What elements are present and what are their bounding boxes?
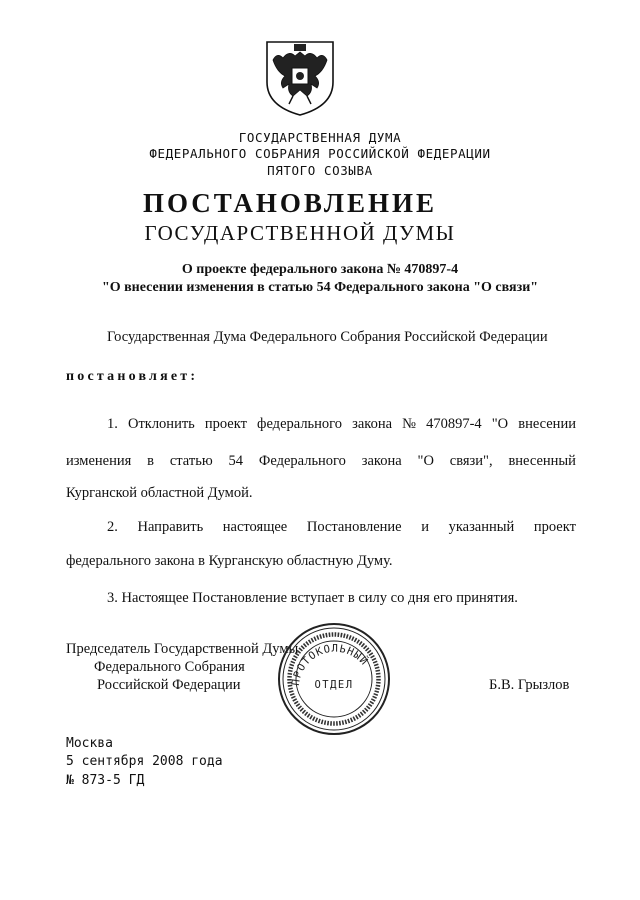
word: в (147, 453, 154, 469)
word: статью (169, 453, 213, 469)
word: 2. (107, 519, 118, 535)
stamp-center-text: ОТДЕЛ (314, 679, 354, 691)
word: федерального (257, 416, 343, 432)
signing-date: 5 сентября 2008 года (66, 754, 223, 769)
word: указанный (448, 519, 515, 535)
header-line-1: ГОСУДАРСТВЕННАЯ ДУМА (238, 130, 402, 145)
word: "О (417, 453, 434, 469)
paragraph-1-line-2 (66, 453, 576, 470)
coat-of-arms-icon (263, 38, 337, 118)
paragraph-2-line-2: федерального закона в Курганскую областную Думу. (66, 553, 393, 569)
intro-paragraph: Государственная Дума Федерального Собрания Российской Федерации (107, 329, 548, 345)
header-line-3: ПЯТОГО СОЗЫВА (267, 163, 373, 178)
protocol-department-stamp (275, 620, 393, 738)
word: Направить (137, 519, 204, 535)
word: № (402, 416, 416, 432)
word: связи", (449, 453, 493, 469)
word: Постановление (306, 519, 402, 535)
place-of-signing: Москва (66, 736, 113, 751)
word: проект (533, 519, 576, 535)
word: изменения (66, 453, 132, 469)
paragraph-1-line-1 (107, 416, 576, 433)
word: 1. (107, 416, 118, 432)
word: внесенный (508, 453, 576, 469)
signatory-title-line-1: Председатель Государственной Думы (66, 641, 299, 657)
word: закона (361, 453, 402, 469)
subject-line-2: "О внесении изменения в статью 54 Федерального закона "О связи" (101, 280, 539, 295)
signer-name: Б.В. Грызлов (489, 677, 570, 693)
subject-line-1: О проекте федерального закона № 470897-4 (181, 262, 459, 277)
paragraph-2-line-1 (107, 519, 576, 536)
word: и (421, 519, 429, 535)
word: 54 (228, 453, 244, 469)
word: Отклонить (127, 416, 195, 432)
paragraph-3: 3. Настоящее Постановление вступает в силу со дня его принятия. (107, 590, 518, 606)
word: закона (352, 416, 393, 432)
signatory-title-line-2: Федерального Собрания (94, 659, 245, 675)
resolves-word: постановляет: (66, 369, 199, 384)
word: внесении (518, 416, 576, 432)
header-line-2: ФЕДЕРАЛЬНОГО СОБРАНИЯ РОССИЙСКОЙ ФЕДЕРАЦИИ (149, 146, 491, 161)
word: "О (491, 416, 509, 432)
word: проект (204, 416, 247, 432)
document-issuer-title: ГОСУДАРСТВЕННОЙ ДУМЫ (144, 221, 456, 245)
signatory-title-line-3: Российской Федерации (97, 677, 241, 693)
word: 470897-4 (426, 416, 482, 432)
stamp-top-text: ПРОТОКОЛЬНЫЙ (289, 642, 371, 687)
document-type-title: ПОСТАНОВЛЕНИЕ (142, 188, 438, 218)
document-number: № 873-5 ГД (66, 773, 145, 788)
paragraph-1-line-3: Курганской областной Думой. (66, 485, 253, 501)
word: настоящее (222, 519, 288, 535)
word: Федерального (258, 453, 346, 469)
